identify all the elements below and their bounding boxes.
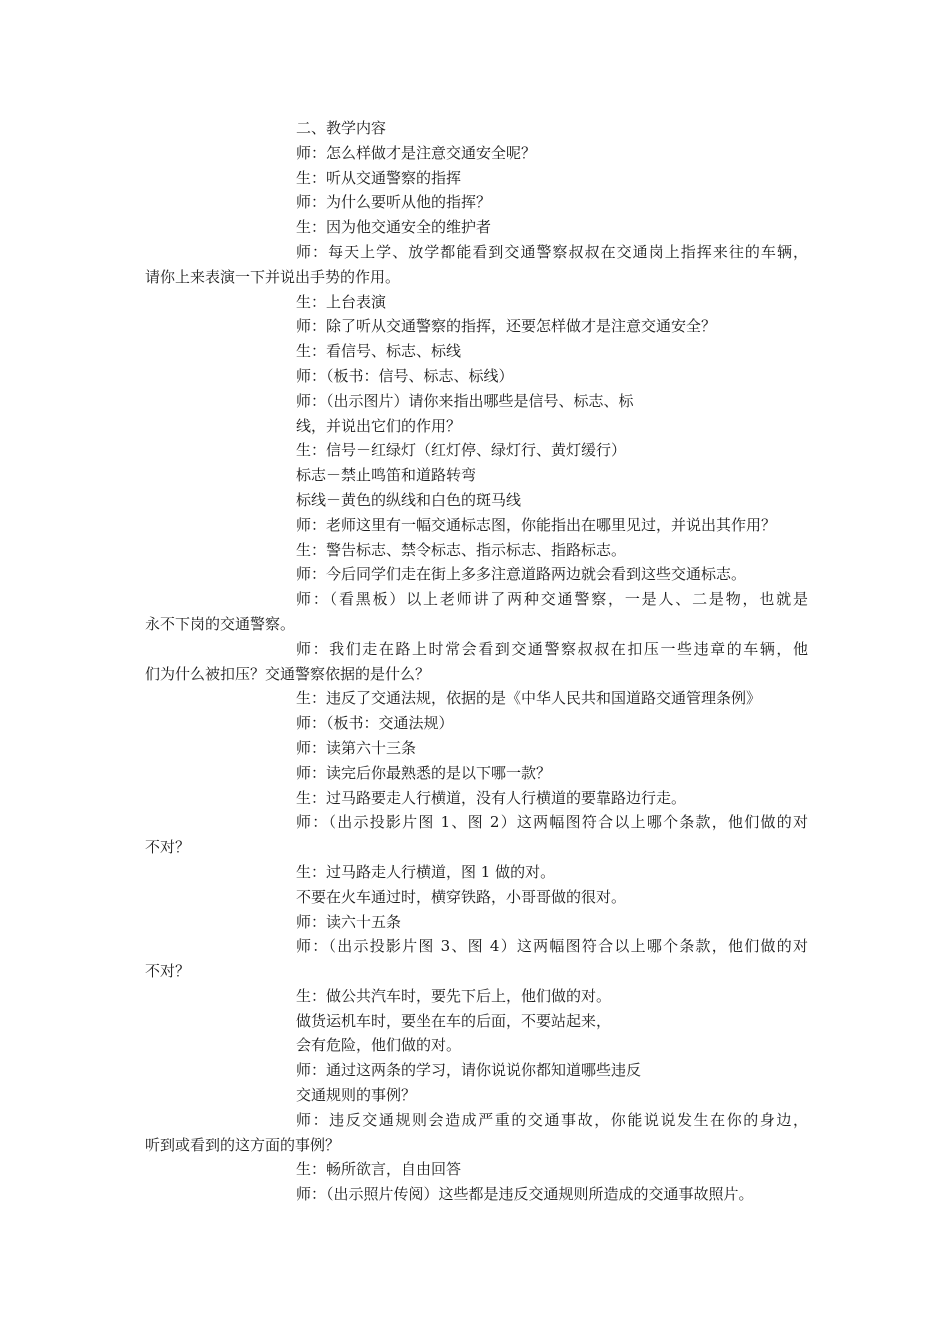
text-line: 生：信号－红绿灯（红灯停、绿灯行、黄灯缓行） [296, 441, 627, 460]
text-line: 师：读第六十三条 [296, 738, 417, 757]
text-line: 生：警告标志、禁令标志、指示标志、指路标志。 [296, 540, 627, 559]
text-line: 师：每天上学、放学都能看到交通警察叔叔在交通岗上指挥来往的车辆， [296, 242, 808, 261]
text-line: 交通规则的事例？ [296, 1086, 417, 1105]
text-line: 师：（看黑板）以上老师讲了两种交通警察，一是人、二是物，也就是 [296, 590, 808, 609]
text-line: 不对？ [145, 962, 191, 981]
text-line: 师：（出示投影片图 3、图 4）这两幅图符合以上哪个条款，他们做的对 [296, 937, 808, 956]
text-line: 线，并说出它们的作用？ [296, 416, 462, 435]
text-line: 师：读完后你最熟悉的是以下哪一款？ [296, 763, 552, 782]
text-line: 师：为什么要听从他的指挥？ [296, 193, 492, 212]
text-line: 师：通过这两条的学习，请你说说你都知道哪些违反 [296, 1061, 642, 1080]
text-line: 师：今后同学们走在街上多多注意道路两边就会看到这些交通标志。 [296, 565, 747, 584]
text-line: 师：（出示投影片图 1、图 2）这两幅图符合以上哪个条款，他们做的对 [296, 813, 808, 832]
text-line: 生：因为他交通安全的维护者 [296, 218, 492, 237]
text-line: 会有危险，他们做的对。 [296, 1036, 462, 1055]
text-line: 生：过马路要走人行横道，没有人行横道的要靠路边行走。 [296, 788, 687, 807]
text-line: 生：上台表演 [296, 292, 387, 311]
text-line: 师：老师这里有一幅交通标志图，你能指出在哪里见过，并说出其作用？ [296, 515, 777, 534]
text-line: 师：（板书：信号、标志、标线） [296, 366, 514, 385]
text-line: 师：我们走在路上时常会看到交通警察叔叔在扣压一些违章的车辆，他 [296, 639, 808, 658]
text-line: 师：除了听从交通警察的指挥，还要怎样做才是注意交通安全？ [296, 317, 717, 336]
text-line: 做货运机车时，要坐在车的后面，不要站起来， [296, 1011, 612, 1030]
text-line: 们为什么被扣压？交通警察依据的是什么？ [145, 664, 431, 683]
text-line: 生：听从交通警察的指挥 [296, 168, 462, 187]
text-line: 生：过马路走人行横道，图 1 做的对。 [296, 862, 556, 881]
text-line: 不对？ [145, 838, 191, 857]
text-line: 听到或看到的这方面的事例？ [145, 1135, 341, 1154]
document-body [145, 116, 808, 1207]
text-line: 生：看信号、标志、标线 [296, 342, 462, 361]
text-line: 生：违反了交通法规，依据的是《中华人民共和国道路交通管理条例》 [296, 689, 762, 708]
text-line: 请你上来表演一下并说出手势的作用。 [145, 267, 401, 286]
text-line: 师：怎么样做才是注意交通安全呢？ [296, 143, 537, 162]
text-line: 生：畅所欲言，自由回答 [296, 1160, 462, 1179]
text-line: 师：（板书：交通法规） [296, 714, 454, 733]
text-line: 生：做公共汽车时，要先下后上，他们做的对。 [296, 986, 612, 1005]
text-line: 师：读六十五条 [296, 912, 402, 931]
text-line: 师：（出示照片传阅）这些都是违反交通规则所造成的交通事故照片。 [296, 1185, 754, 1204]
text-line: 二、教学内容 [296, 119, 387, 137]
text-line: 师：违反交通规则会造成严重的交通事故，你能说说发生在你的身边， [296, 1110, 808, 1129]
text-line: 师：（出示图片）请你来指出哪些是信号、标志、标 [296, 391, 634, 410]
text-line: 标志－禁止鸣笛和道路转弯 [296, 466, 477, 485]
text-line: 标线－黄色的纵线和白色的斑马线 [296, 490, 522, 509]
text-line: 不要在火车通过时，横穿铁路，小哥哥做的很对。 [296, 887, 627, 906]
text-line: 永不下岗的交通警察。 [145, 614, 296, 633]
